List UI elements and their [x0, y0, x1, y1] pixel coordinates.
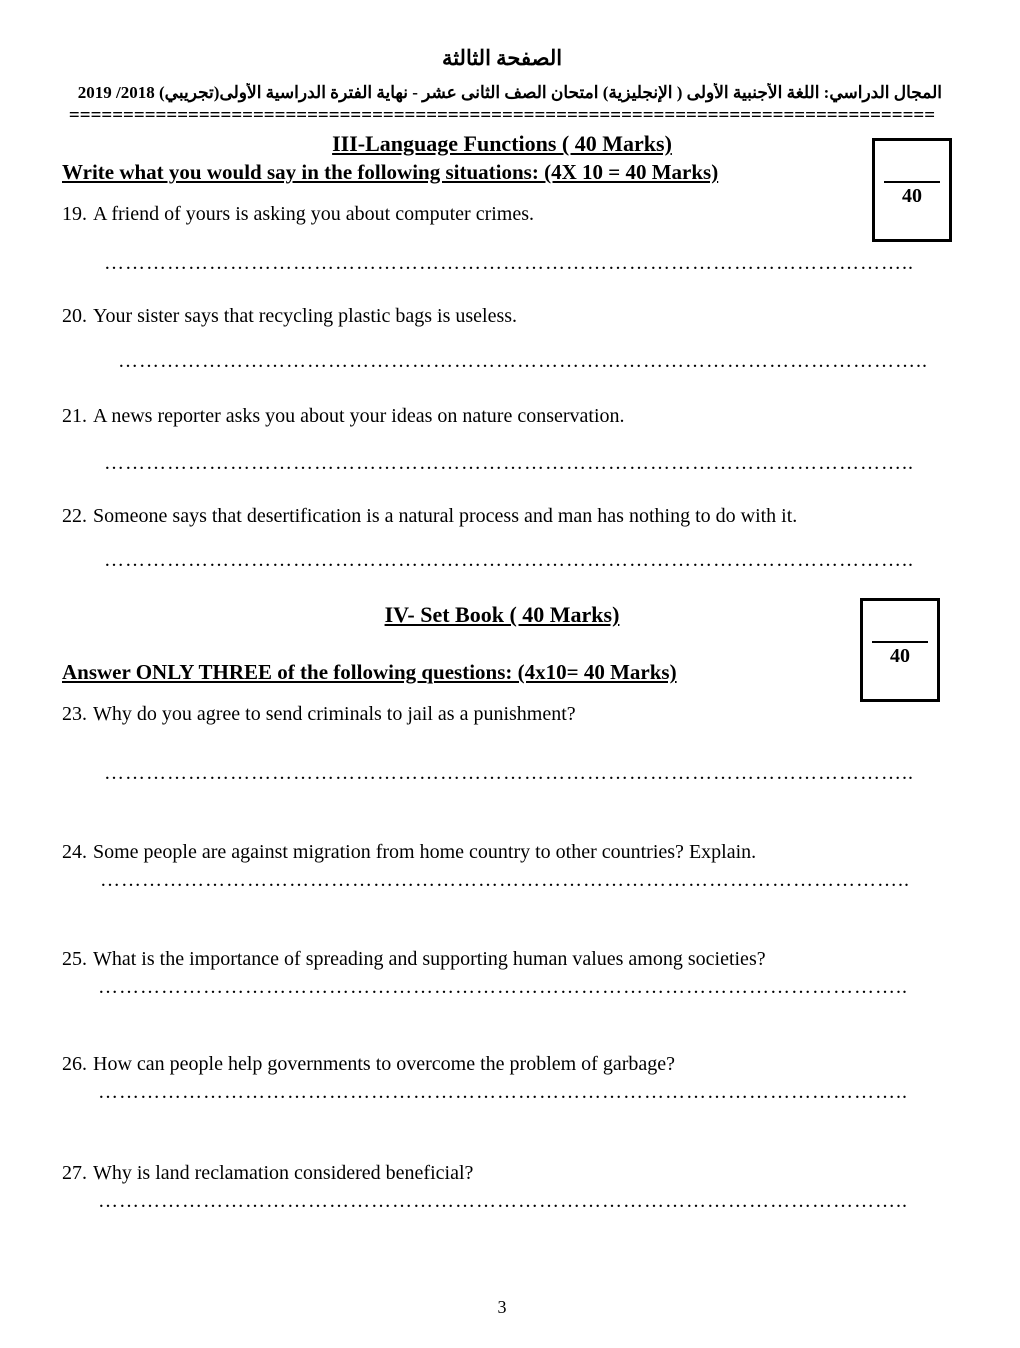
question-text: Your sister says that recycling plastic bags is useless.: [93, 305, 518, 327]
question-20: [62, 303, 942, 329]
answer-line-24: ……………………………………………………………………………………………………..: [100, 869, 910, 891]
question-text: Someone says that desertification is a natural process and man has nothing to do with it.: [93, 505, 798, 527]
question-text: A news reporter asks you about your ideas on nature conservation.: [93, 405, 625, 427]
set-book-title: IV- Set Book ( 40 Marks): [384, 602, 620, 627]
question-23: [62, 701, 942, 727]
answer-line-26: ……………………………………………………………………………………………………..: [98, 1081, 908, 1103]
question-number: 24.: [62, 841, 87, 863]
question-text: What is the importance of spreading and supporting human values among societies?: [93, 948, 766, 970]
question-number: 23.: [62, 703, 87, 725]
answer-line-23: ……………………………………………………………………………………………………..: [104, 762, 914, 784]
page-number: 3: [497, 1297, 507, 1317]
answer-line-22: ……………………………………………………………………………………………………..: [104, 549, 914, 571]
marks-box-set-book: [860, 598, 940, 702]
language-functions-title: III-Language Functions ( 40 Marks): [332, 131, 672, 156]
set-book-instruction: Answer ONLY THREE of the following questions: (4x10= 40 Marks): [62, 660, 677, 684]
subject-line-arabic: المجال الدراسي: اللغة الأجنبية الأولى ( الإنجليزية) امتحان الصف الثانى عشر - نهاية الفترة الدراسية الأولى(تجريبي) 2018/ 2019: [77, 83, 942, 102]
answer-line-19: ……………………………………………………………………………………………………..: [104, 252, 914, 274]
marks-value: 40: [890, 645, 910, 667]
question-27: [62, 1160, 942, 1186]
question-24: [62, 839, 942, 865]
question-text: Why do you agree to send criminals to jail as a punishment?: [93, 703, 576, 725]
question-number: 27.: [62, 1162, 87, 1184]
question-number: 19.: [62, 203, 87, 225]
question-number: 20.: [62, 305, 87, 327]
marks-box-language-functions: [872, 138, 952, 242]
marks-underline: [884, 181, 940, 183]
question-text: Why is land reclamation considered beneficial?: [93, 1162, 474, 1184]
marks-value: 40: [902, 185, 922, 207]
question-text: How can people help governments to overcome the problem of garbage?: [93, 1053, 676, 1075]
answer-line-25: ……………………………………………………………………………………………………..: [98, 976, 908, 998]
language-functions-instruction: Write what you would say in the following situations: (4X 10 = 40 Marks): [62, 160, 719, 184]
question-22: [62, 503, 942, 529]
answer-line-20: ……………………………………………………………………………………………………..: [118, 350, 928, 372]
question-text: A friend of yours is asking you about computer crimes.: [93, 203, 535, 225]
question-number: 26.: [62, 1053, 87, 1075]
question-number: 21.: [62, 405, 87, 427]
question-19: [62, 201, 942, 227]
answer-line-21: ……………………………………………………………………………………………………..: [104, 452, 914, 474]
question-number: 25.: [62, 948, 87, 970]
page-title-arabic: الصفحة الثالثة: [441, 46, 563, 70]
question-text: Some people are against migration from home country to other countries? Explain.: [93, 841, 757, 863]
question-21: [62, 403, 942, 429]
separator-line: ================================================================================: [68, 105, 936, 126]
question-25: [62, 946, 942, 972]
question-26: [62, 1051, 942, 1077]
marks-underline: [872, 641, 928, 643]
question-number: 22.: [62, 505, 87, 527]
answer-line-27: ……………………………………………………………………………………………………..: [98, 1190, 908, 1212]
